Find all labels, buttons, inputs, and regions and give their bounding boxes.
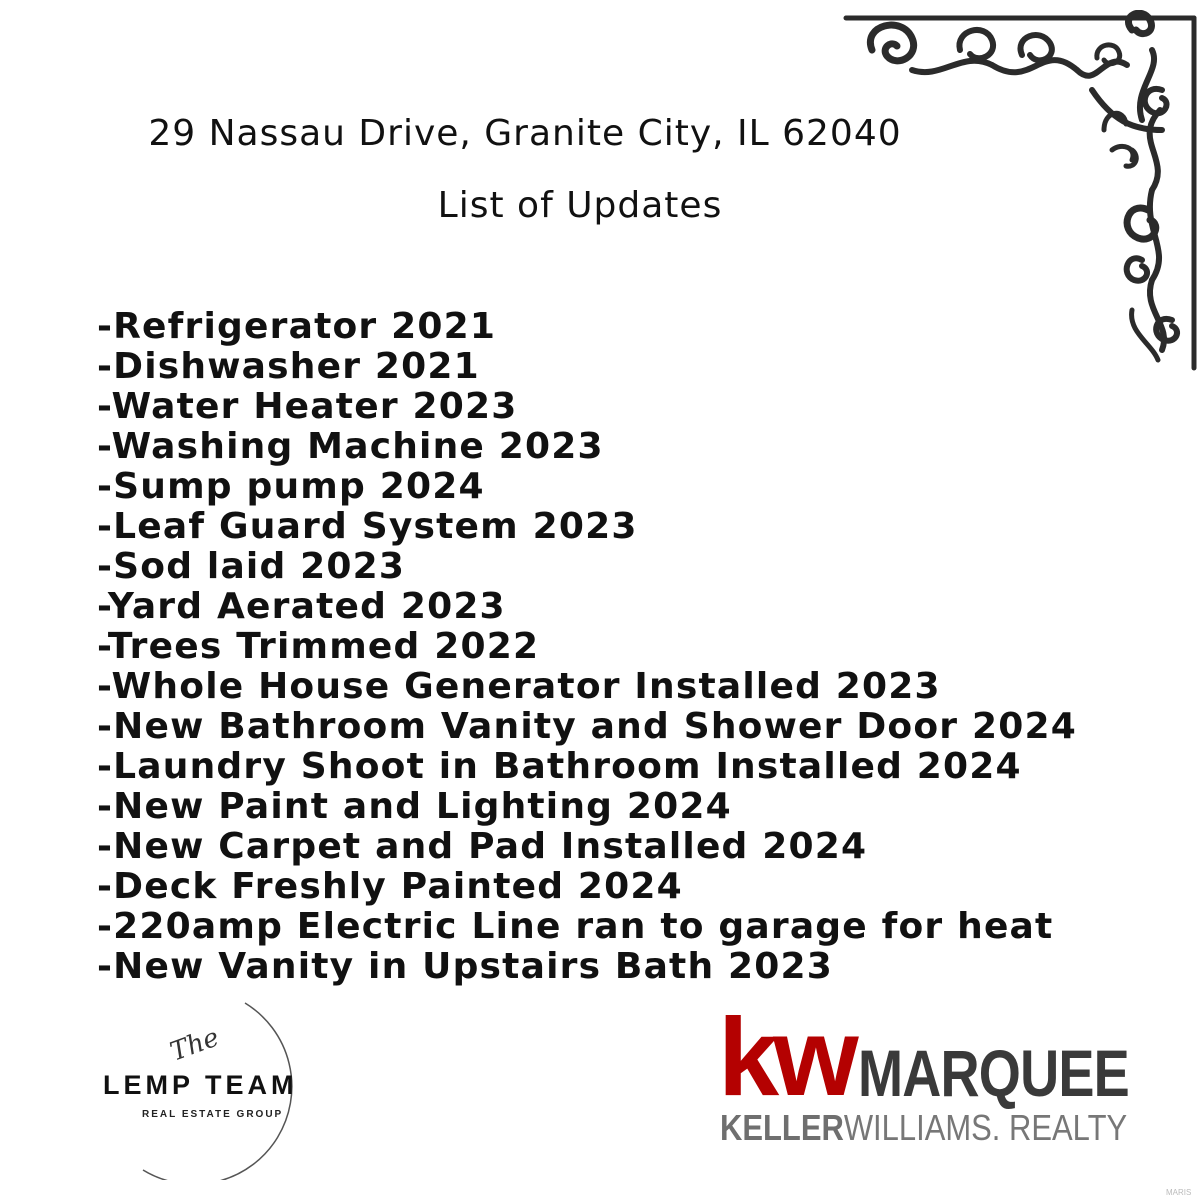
list-item: -Whole House Generator Installed 2023	[97, 666, 941, 707]
keller-williams-realty	[720, 1107, 1128, 1148]
updates-list	[97, 307, 1077, 987]
list-item: -Deck Freshly Painted 2024	[97, 866, 683, 907]
list-item: -New Bathroom Vanity and Shower Door 2024	[97, 706, 1077, 747]
list-item: -Sump pump 2024	[97, 466, 485, 507]
watermark: MARIS	[1166, 1188, 1192, 1197]
list-item: -Washing Machine 2023	[97, 426, 604, 467]
list-item: -New Vanity in Upstairs Bath 2023	[97, 946, 834, 987]
list-item: -Water Heater 2023	[97, 386, 518, 427]
list-item: -Yard Aerated 2023	[97, 586, 506, 627]
list-item: -Sod laid 2023	[97, 546, 406, 587]
list-title: List of Updates	[437, 185, 723, 226]
williams-realty-text: WILLIAMS. REALTY	[843, 1107, 1128, 1148]
list-item: -New Carpet and Pad Installed 2024	[97, 826, 868, 867]
property-address: 29 Nassau Drive, Granite City, IL 62040	[148, 113, 902, 154]
list-item: -220amp Electric Line ran to garage for heat	[97, 906, 1054, 947]
list-item: -Trees Trimmed 2022	[97, 626, 540, 667]
list-item: -Laundry Shoot in Bathroom Installed 2024	[97, 746, 1022, 787]
lemp-team-script: The	[166, 1022, 224, 1068]
lemp-team-tagline: REAL ESTATE GROUP	[142, 1109, 284, 1120]
kw-logo-mark: kw	[718, 996, 853, 1119]
list-item: -New Paint and Lighting 2024	[97, 786, 732, 827]
list-item: -Dishwasher 2021	[97, 346, 480, 387]
list-item: -Refrigerator 2021	[97, 306, 497, 347]
lemp-team-name: LEMP TEAM	[103, 1070, 298, 1100]
list-item: -Leaf Guard System 2023	[97, 506, 638, 547]
kw-marquee-text: MARQUEE	[858, 1036, 1129, 1110]
keller-text: KELLER	[720, 1107, 844, 1148]
